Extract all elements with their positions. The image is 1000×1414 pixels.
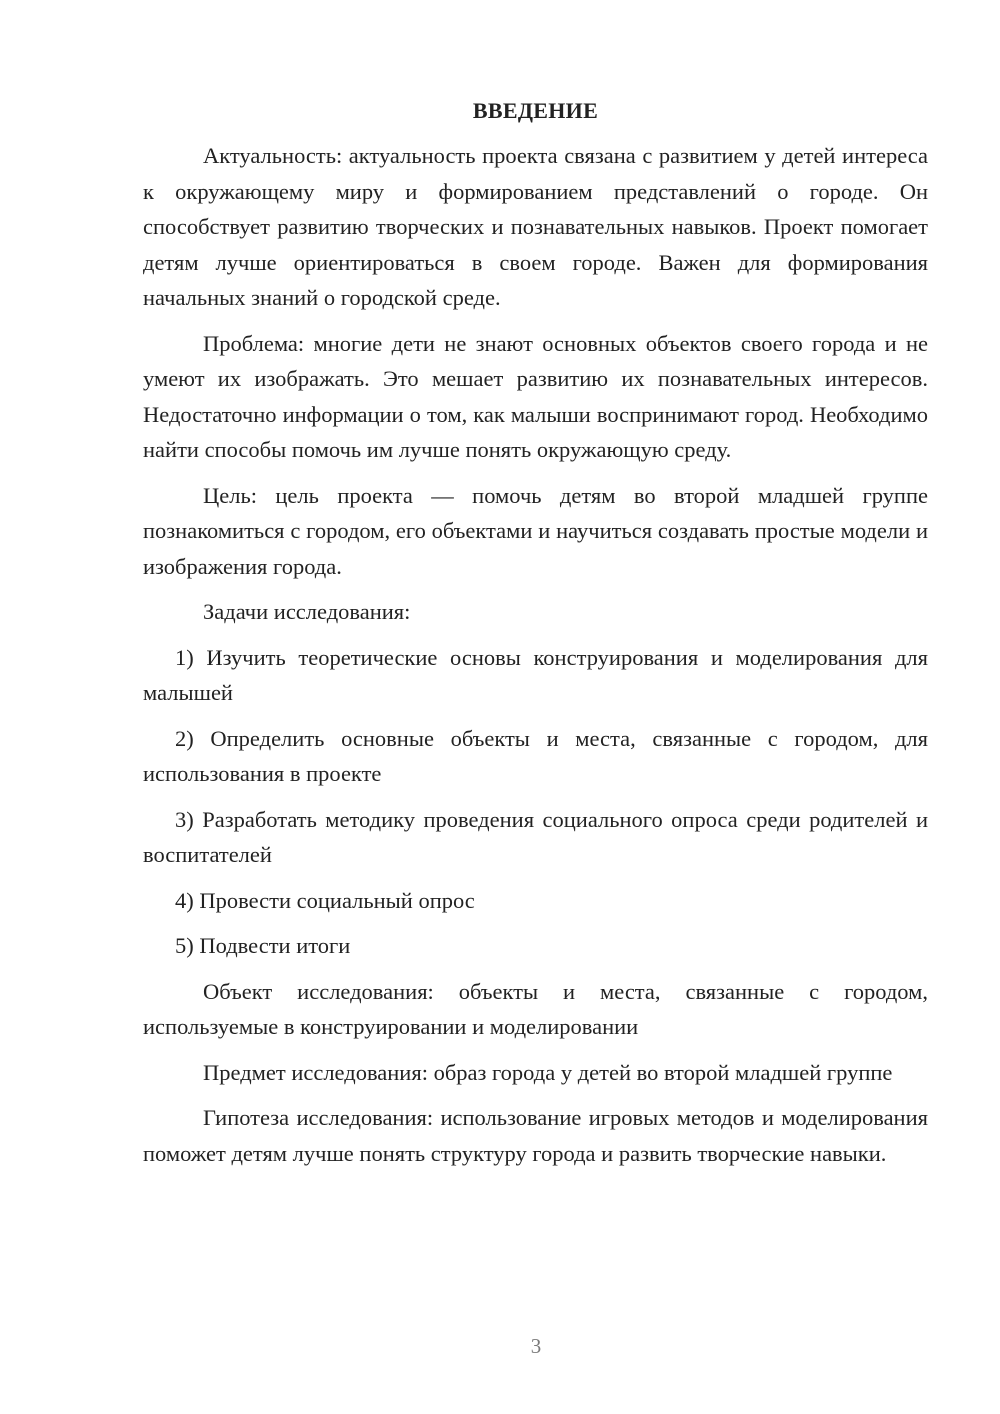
paragraph-list: [143, 138, 928, 1171]
body-paragraph: Предмет исследования: образ города у детей во второй младшей группе: [203, 1059, 893, 1085]
body-paragraph: Объект исследования: объекты и места, связанные с городом, используемые в конструировании и моделировании: [143, 978, 928, 1039]
task-list-item: 3) Разработать методику проведения социального опроса среди родителей и воспитателей: [143, 806, 928, 867]
body-paragraph: Задачи исследования:: [203, 599, 411, 624]
page-title: ВВЕДЕНИЕ: [472, 98, 599, 123]
task-list-item: 2) Определить основные объекты и места, связанные с городом, для использования в проекте: [143, 725, 928, 786]
task-list-item: 5) Подвести итоги: [175, 933, 351, 958]
body-paragraph: Актуальность: актуальность проекта связана с развитием у детей интереса к окружающему миру и формированием представлений о городе. Он способствует развитию творческих и познавательных навыков. Проект помогает детям лучше ориентироваться в своем городе. Важен для формирования начальных знаний о городской среде.: [143, 143, 928, 310]
body-paragraph: Гипотеза исследования: использование игровых методов и моделирования поможет детям лучше понять структуру города и развить творческие навыки.: [143, 1105, 928, 1166]
body-paragraph: Цель: цель проекта — помочь детям во второй младшей группе познакомиться с городом, его объектами и научиться создавать простые модели и изображения города.: [143, 482, 928, 579]
body-paragraph: Проблема: многие дети не знают основных объектов своего города и не умеют их изображать. Это мешает развитию их познавательных интересов. Недостаточно информации о том, как малыши воспринимают город. Необходимо найти способы помочь им лучше понять окружающую среду.: [143, 330, 928, 462]
page-number: 3: [530, 1334, 542, 1358]
task-list-item: 1) Изучить теоретические основы конструирования и моделирования для малышей: [143, 644, 928, 705]
task-list-item: 4) Провести социальный опрос: [175, 887, 475, 913]
page-body: [143, 96, 928, 1181]
